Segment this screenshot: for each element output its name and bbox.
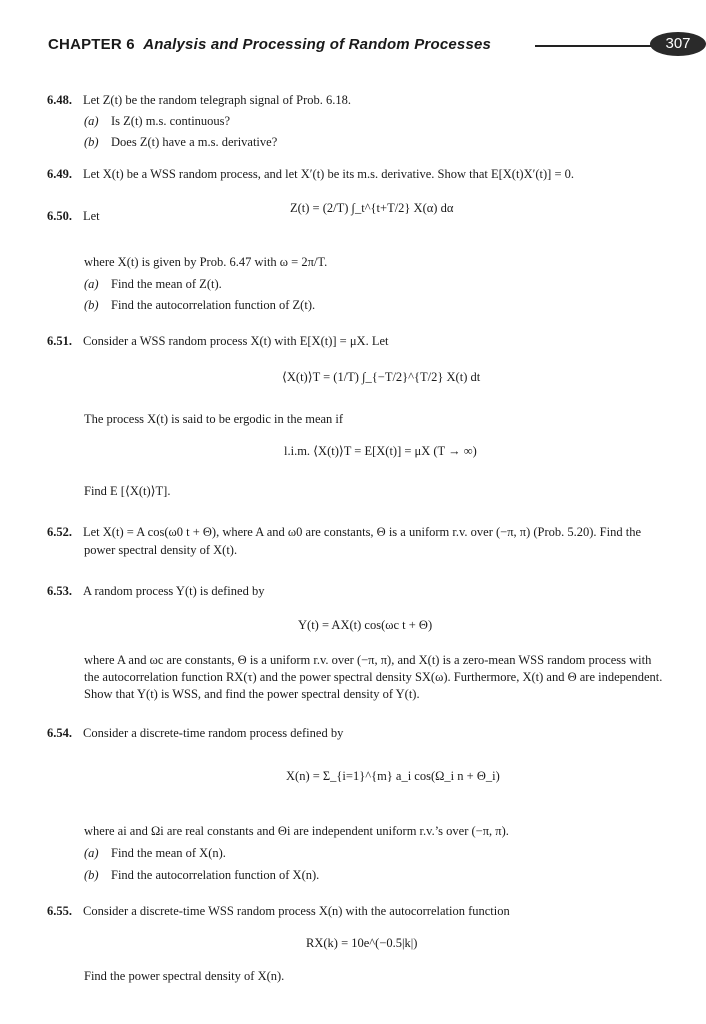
equation-text: X(n) = Σ_{i=1}^{m} a_i cos(Ω_i n + Θ_i): [286, 769, 500, 783]
subpart-text: Find the autocorrelation function of X(n).: [111, 868, 320, 882]
subpart-b: [84, 134, 277, 150]
subpart-text: Find the mean of X(n).: [111, 846, 226, 860]
header-rule: [535, 45, 655, 47]
problem-text: Let X(t) be a WSS random process, and let X′(t) be its m.s. derivative. Show that E[X(t)X′(t)] = 0.: [83, 167, 574, 181]
equation-text: Z(t) = (2/T) ∫_t^{t+T/2} X(α) dα: [290, 201, 454, 215]
subpart-label: (b): [84, 868, 99, 882]
problem-text: Let Z(t) be the random telegraph signal of Prob. 6.18.: [83, 93, 351, 107]
problem-6-54: [47, 725, 343, 741]
problem-6-51: [47, 333, 388, 349]
problem-number: 6.55.: [47, 904, 72, 918]
subpart-text: Find the mean of Z(t).: [111, 277, 222, 291]
chapter-title: Analysis and Processing of Random Processes: [143, 36, 492, 53]
ergodic-statement: [84, 411, 664, 427]
ergodic-text: The process X(t) is said to be ergodic in the mean if: [84, 412, 344, 426]
where-text: where X(t) is given by Prob. 6.47 with ω = 2π/T.: [84, 255, 328, 269]
problem-continuation: [84, 542, 664, 558]
problem-text: Let: [83, 209, 100, 223]
problem-text: Let X(t) = A cos(ω0 t + Θ), where A and ω0 are constants, Θ is a uniform r.v. over (−π, π) (Prob. 5.20). Find the: [83, 525, 641, 539]
subpart-a: [84, 276, 222, 292]
subpart-label: (a): [84, 277, 99, 291]
equation-y: [298, 617, 432, 633]
where-text: Show that Y(t) is WSS, and find the power spectral density of Y(t).: [84, 687, 420, 701]
subpart-label: (b): [84, 135, 99, 149]
problem-number: 6.50.: [47, 209, 72, 223]
problem-number: 6.51.: [47, 334, 72, 348]
subpart-text: Find the autocorrelation function of Z(t).: [111, 298, 316, 312]
subpart-a: [84, 113, 230, 129]
equation-z: [290, 200, 453, 216]
equation-text: l.i.m. ⟨X(t)⟩T = E[X(t)] = μX (T → ∞): [284, 444, 477, 458]
subpart-b: [84, 297, 315, 313]
equation-text: Y(t) = AX(t) cos(ωc t + Θ): [298, 618, 433, 632]
where-clause: [84, 254, 664, 270]
equation-ergodic: [284, 443, 477, 459]
problem-text: A random process Y(t) is defined by: [83, 584, 265, 598]
problem-6-52: [47, 524, 641, 540]
problem-number: 6.52.: [47, 525, 72, 539]
continuation-text: power spectral density of X(t).: [84, 543, 238, 557]
equation-text: RX(k) = 10e^(−0.5|k|): [306, 936, 418, 950]
subpart-label: (b): [84, 298, 99, 312]
where-text: where A and ωc are constants, Θ is a uniform r.v. over (−π, π), and X(t) is a zero-mean WSS random process with: [84, 653, 652, 667]
subpart-b: [84, 867, 319, 883]
problem-text: Consider a discrete-time WSS random process X(n) with the autocorrelation function: [83, 904, 510, 918]
problem-6-48: [47, 92, 351, 108]
where-line-3: [84, 686, 664, 702]
problem-number: 6.54.: [47, 726, 72, 740]
chapter-heading: [48, 36, 491, 53]
where-clause: [84, 823, 664, 839]
subpart-text: Is Z(t) m.s. continuous?: [111, 114, 231, 128]
chapter-label: CHAPTER 6: [48, 36, 135, 53]
problem-number: 6.48.: [47, 93, 72, 107]
subpart-text: Does Z(t) have a m.s. derivative?: [111, 135, 278, 149]
problem-6-50: [47, 208, 100, 224]
subpart-label: (a): [84, 114, 99, 128]
equation-rx: [306, 935, 417, 951]
where-text: the autocorrelation function RX(τ) and the power spectral density SX(ω). Furthermore, X(t) and Θ are independent.: [84, 670, 663, 684]
where-text: where ai and Ωi are real constants and Θi are independent uniform r.v.’s over (−π, π).: [84, 824, 509, 838]
problem-number: 6.49.: [47, 167, 72, 181]
problem-text: Consider a WSS random process X(t) with E[X(t)] = μX. Let: [83, 334, 389, 348]
problem-number: 6.53.: [47, 584, 72, 598]
page-number: 307: [650, 32, 706, 56]
subpart-label: (a): [84, 846, 99, 860]
equation-time-average: [282, 369, 480, 385]
equation-text: ⟨X(t)⟩T = (1/T) ∫_{−T/2}^{T/2} X(t) dt: [282, 370, 481, 384]
problem-6-49: [47, 166, 574, 182]
subpart-a: [84, 845, 226, 861]
find-text: Find E [⟨X(t)⟩T].: [84, 484, 171, 498]
where-line-2: [84, 669, 664, 685]
where-line-1: [84, 652, 664, 668]
problem-text: Consider a discrete-time random process defined by: [83, 726, 344, 740]
find-text: Find the power spectral density of X(n).: [84, 969, 285, 983]
equation-xn: [286, 768, 500, 784]
find-statement: [84, 968, 664, 984]
problem-6-55: [47, 903, 510, 919]
find-statement: [84, 483, 664, 499]
page-header: [48, 35, 691, 60]
problem-6-53: [47, 583, 264, 599]
